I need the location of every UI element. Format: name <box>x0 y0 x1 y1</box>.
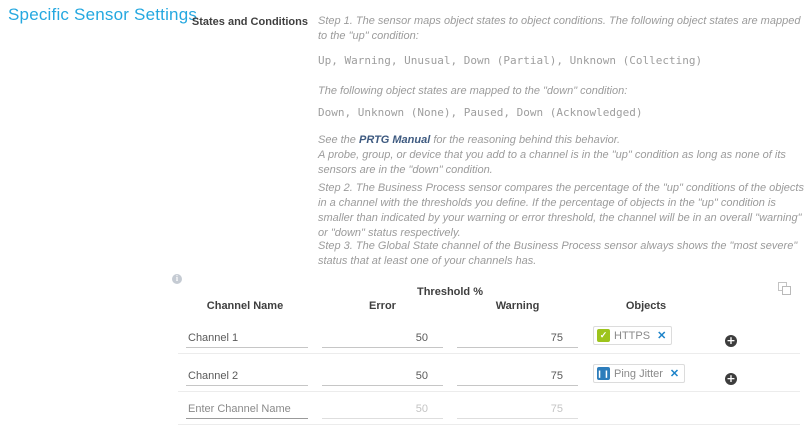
step3-text: Step 3. The Global State channel of the Business Process sensor always shows the "most severe" status that at least one of your channels has. <box>318 240 798 267</box>
down-states-list: Down, Unknown (None), Paused, Down (Acknowledged) <box>318 106 643 119</box>
objects-header: Objects <box>625 300 667 312</box>
channel-2-error-input[interactable] <box>322 366 443 386</box>
object-chip-https[interactable] <box>593 326 672 345</box>
channels-table <box>178 275 806 427</box>
channel-1-warning-input[interactable] <box>457 328 578 348</box>
object-chip-label: Ping Jitter <box>614 367 663 380</box>
add-object-button[interactable]: + <box>726 334 736 347</box>
channel-1-name-input[interactable] <box>186 328 308 348</box>
step1-text: Step 1. The sensor maps object states to object conditions. The following object states are mapped to the "up" condition: <box>318 15 801 42</box>
states-and-conditions-label: States and Conditions <box>191 16 308 28</box>
table-row-channel-2 <box>178 354 800 392</box>
info-icon[interactable]: i <box>172 274 182 284</box>
see-suffix: for the reasoning behind this behavior. <box>430 134 621 146</box>
error-header: Error <box>369 300 396 312</box>
step2-text: Step 2. The Business Process sensor compares the percentage of the "up" conditions of the objects in a channel with the thresholds you define. If the percentage of objects in the "up" condition is smaller than indicated by your warning or error threshold, the channel will be in an overall "warning" or "down" status respectively. <box>318 182 804 239</box>
new-channel-warning-input[interactable] <box>457 399 578 419</box>
paused-icon: ❙❙ <box>597 367 610 380</box>
new-channel-name-input[interactable] <box>186 399 308 419</box>
add-object-button[interactable]: + <box>726 372 736 385</box>
probe-note: A probe, group, or device that you add to a channel is in the "up" condition as long as none of its sensors are in the "down" condition. <box>318 149 786 176</box>
channel-2-warning-input[interactable] <box>457 366 578 386</box>
close-icon[interactable]: ✕ <box>657 330 667 342</box>
manual-note <box>318 133 804 178</box>
channel-name-header: Channel Name <box>206 300 284 312</box>
channel-1-error-input[interactable] <box>322 328 443 348</box>
threshold-percent-header: Threshold % <box>416 286 483 298</box>
table-row-new-channel <box>178 392 800 425</box>
object-chip-label: HTTPS <box>614 329 651 342</box>
channel-2-name-input[interactable] <box>186 366 308 386</box>
see-prefix: See the <box>318 134 359 146</box>
prtg-manual-link[interactable]: PRTG Manual <box>358 134 431 146</box>
down-intro-text: The following object states are mapped to the "down" condition: <box>318 85 628 97</box>
warning-header: Warning <box>495 300 540 312</box>
new-channel-error-input[interactable] <box>322 399 443 419</box>
up-states-list: Up, Warning, Unusual, Down (Partial), Unknown (Collecting) <box>318 54 703 67</box>
up-check-icon: ✓ <box>597 329 610 342</box>
table-row-channel-1 <box>178 319 800 354</box>
close-icon[interactable]: ✕ <box>669 368 680 380</box>
object-chip-ping-jitter[interactable] <box>593 364 685 383</box>
page-title: Specific Sensor Settings <box>8 5 198 24</box>
